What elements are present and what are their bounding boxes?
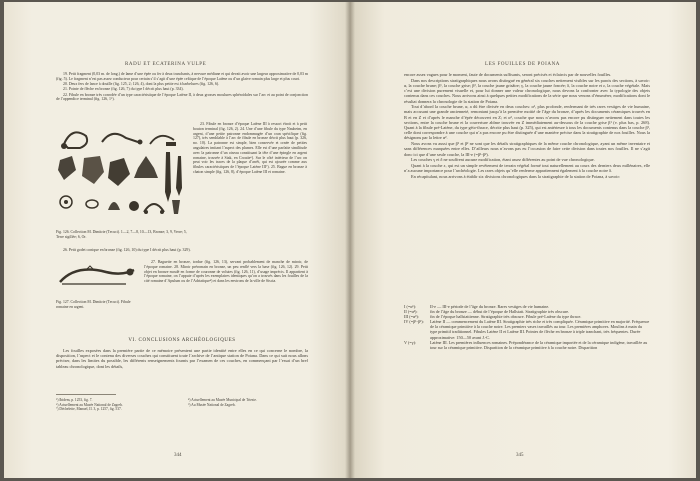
paragraph: Les couches γ et δ ne souffrent aucune modification, étant assez différentes au point de vue chronologique. [411, 157, 595, 163]
footnote-rule [56, 394, 116, 395]
figure-127-fibula [56, 260, 140, 294]
footnotes-right-column [188, 398, 308, 407]
paragraph-20: 20. Deux fers de lance à douille (fig. 125, 2; 126, 4), dont la plus petite est à barbelures (fig. 126, 6). [63, 82, 220, 87]
chronology-key: IV (=β¹-β²): [404, 319, 424, 325]
chronology-key: V (=γ): [404, 339, 417, 345]
paragraphs-27-29-text: 27. Baguette en bronze, tordue (fig. 126, 13), servant probablement de manche de miroir, de l’époque romaine. 28. Miroir préromain en bronze, un peu renflé vers la base (fig. 126, 12). 29. Petit objet en bronze moulé en forme de couronne de volutes (fig. 126, 11), d’usage imprécis. Il appartient à l’époque romaine, on l’appuie d’après les exemplaires identiques qu’on a trouvés dans les fouilles de la cité romaine d’Apulum ou de l’Adriatique⁸) et dans les environs de la ville de Siscia. [144, 260, 308, 284]
running-header-left: RADU ET ECATERINA VULPE [125, 62, 207, 67]
paragraph-22: 22. Fibule en bronze très corrodée d’un type caractéristique de l’époque Latène II, à deux grosses moulures sphéroïdales sur l’arc et au point de conjonction de l’appendice terminal (fig. 126, 1⁵). [56, 92, 308, 102]
chronology-value: II-e — III-e période de l’âge du bronze. Rares vestiges de vie humaine. [430, 304, 550, 309]
paragraph-26 [56, 248, 308, 253]
left-page [4, 2, 350, 478]
book-spread [4, 2, 696, 478]
paragraph: Quant à la couche ε, qui est un simple revêtement de terrain végétal formé tout naturellement au cours des derniers deux millénaires, elle n’a aucune importance pour l’archéologie. Les rares objets qu’elle renferme appartiennent également à la couche noire δ. [404, 162, 650, 174]
figure-126-caption: Fig. 126. Collection M. Dimitrie (Tecuci). 1—2, 7—8, 10—13, Bronze; 3, 9, Verre; 5, Terre sigillée; 6, Or. [56, 230, 187, 239]
paragraph-19: 19. Petit fragment (0,03 m. de long.) de lame d’une épée ou fer à deux tranchants, à nervure médiane et qui devait avoir une largeur approximative de 0,03 m (fig. 5). Le fragment n’est pas assez conducteur pour certain s’il s’agit d’une épée celtique de l’époque Latène ou d’un glaive romain plus large et plus court. [56, 72, 308, 81]
chronology-key: III (=α³): [404, 314, 419, 320]
conclusion-text [56, 348, 308, 369]
footnote: ⁹) Au Musée National de Zagreb. [188, 402, 236, 407]
page-number-left: 344 [174, 453, 182, 458]
figure-126-artifacts [54, 122, 186, 224]
section-title: VI. CONCLUSIONS ARCHÉOLOGIQUES [128, 338, 236, 343]
paragraph: En récapitulant, nous arrivons à établir six divisions chronologiques dans la stratigraphie de la station de Poiana, à savoir: [411, 173, 621, 179]
paragraph: Dans nos descriptions stratigraphiques nous avons distingué en général six couches nettement visibles sur les parois des sections, à savoir: α, la couche brune; β¹, la couche grise; β², la couche jaune grisâtre; γ, la couche jaune foncée; δ, la couche noire et ε, la couche végétale. Mais c’est une division purement visuelle et, pour lui donner une valeur chronologique, nous devons la confronter avec la typologie des objets contenus dans ces couches. Nous arrivons ainsi à quelques petites modifications de la série que nous venons d’énumérer, modifications dont le résultat donnera la chronologie de la station de Poiana. [404, 77, 650, 104]
footnote: ⁵) Ibidem, p. 1253, fig. 7. [56, 398, 93, 402]
paragraph-21: 21. Pointe de flèche en bronze (fig. 126, 7) du type I décrit plus haut (p. 334). [63, 87, 184, 92]
paragraphs-23-25: 23. Fibule en bronze d’époque Latène III à ressort étroit et à petit bouton terminal (fig. 126, 2). 24. Une d’une fibule du type Nauheim, en argent, d’une petite patronne endommagée d’un cran spécifique (fig. 127), très semblable à l’arc de fibule en bronze décrit plus haut (p. 326, no. 10). La patronne est simple, bien conservée et ornée de petites angulaires imitant l’aspect des plumes. Elle est d’une parfaite similitude avec la patronne d’un oiseau constituant la tête d’une épingle en argent romaine, trouvée à Siak, en Croatie⁶). Sur le côté intérieur de l’arc on peut voir les traces de la plaque d’arrêt, qui est ajourée comme aux fibules caractéristiques de l’époque Latène III⁷). 25. Bague en bronze à chaton simple (fig. 126, 8), d’époque Latène III et romaine. [193, 122, 307, 174]
right-page [350, 2, 696, 478]
paragraph-26-text: 26. Petit godet conique en bronze (fig. 126, 10) du type I décrit plus haut (p. 329). [63, 248, 191, 252]
chronology-key: II (=α²): [404, 309, 418, 315]
chronology-list [404, 304, 650, 350]
footnote: ⁷) Déchelette, Manuel, II. 3, p. 1257, fig. 537. [56, 407, 122, 411]
conclusion-paragraph: Les fouilles exposées dans la première partie de ce mémoire présentent une partie identité entre elles en ce qui concerne le nombre, la disposition, l’aspect et le contenu des diverses couches qui constituent toute l’archive de l’antique station de Poiana. Dans ce qui suit nous allons préciser, dans les limites du possible, les différents renseignements fournis par l’examen de ces couches, en commençant par l’essai d’un bref tableau chronologique, dont les détails, [56, 348, 308, 369]
figure-127-caption: Fig. 127. Collection M. Dimitrie (Tecuci). Fibule romaine en argent. [56, 300, 131, 309]
intro-text [56, 72, 308, 103]
chronology-value: Latène II — commencement du Latène III. Stratigraphie très riche et très compliquée. Céramique primitive en majorité. Fréquence de la céramique primitive à la couche noire. Les premiers vases travaillés au tour. Les premières amphores. Moulins à main du type primitif traditionnel. Fibules Latène II et Latène III. Pointes de flèche en bronze à triple tranchant, très fréquentes. Durée approximative: 150—50 avant J.-C. [430, 319, 650, 340]
paragraphs-27-29 [144, 260, 308, 284]
chronology-value: fin de l’époque hallstattienne. Stratigraphie très obscure. Fibule pré-Latène du type thrace. [430, 314, 582, 320]
book-gutter-shadow [345, 2, 355, 478]
chronology-row [404, 319, 650, 339]
paragraph: encore assez vagues pour le moment, faute de documents suffisants, seront précisés et éclaircis par de nouvelles fouilles. [404, 72, 612, 77]
side-text [193, 122, 307, 175]
running-header-right: LES FOUILLES DE POIANA [485, 62, 561, 67]
body-text [404, 72, 650, 180]
footnotes-left-column [56, 398, 176, 412]
footnote: ⁸) Actuellement au Musée Municipal de Trieste. [188, 398, 257, 402]
chronology-row [404, 340, 650, 350]
paragraph: Tout d’abord la couche brune, α, a dû être divisée en deux couches: α¹, plus profonde, renfermant de très rares vestiges de vie humaine, mais accusant une grande ancienneté, remontant jusqu’à la première moitié de l’âge du bronze, d’après les documents céramiques trouvés en B et en Z et d’après le manche d’épée découvert en Z; et α², couche que nous n’avons pas encore pu distinguer nettement dans toutes les sections, entre la couche brune et la couverture abîme trouvée en Z immédiatement au-dessous de la couche grise β¹ (v. plus bas, p. 268). Quant à la fibule pré-Latène, du type géto-thrace, décrite plus haut (p. 325), qui est antérieure à tous les documents contenus dans la couche β¹, celle dont correspondre à une couche qui n’a pas encore pu être distinguée d’une manière précise dans la stratigraphie de nos fouilles. Nous la désignons par la lettre α². [404, 104, 650, 141]
chronology-key: I (=α¹): [404, 304, 417, 309]
page-number-right: 345 [516, 453, 524, 458]
paragraph: Nous avons vu aussi que β¹ et β² ne sont que les détails stratigraphiques de la même couche chronologique, ayant un même inventaire et sans différences marquées entre elles. D’ailleurs nous n’avons pas eu l’occasion de faire cette division dans toutes nos fouilles. Il ne s’agit donc ici que d’une seule couche, la III-e (=β¹-β²). [404, 141, 650, 157]
chronology-value: fin de l’âge du bronze — début de l’époque de Hallstatt. Stratigraphie très obscure. [430, 309, 570, 315]
footnote: ⁶) Actuellement au Musée National de Zagreb. [56, 402, 123, 407]
chronology-value: Latène III. Les premières influences romaines. Prépondérance de la céramique importée et de la céramique indigène, travaillée au tour sur la céramique primitive. Disparition de la céramique primitive à la couche noire. Disparition [430, 339, 648, 350]
